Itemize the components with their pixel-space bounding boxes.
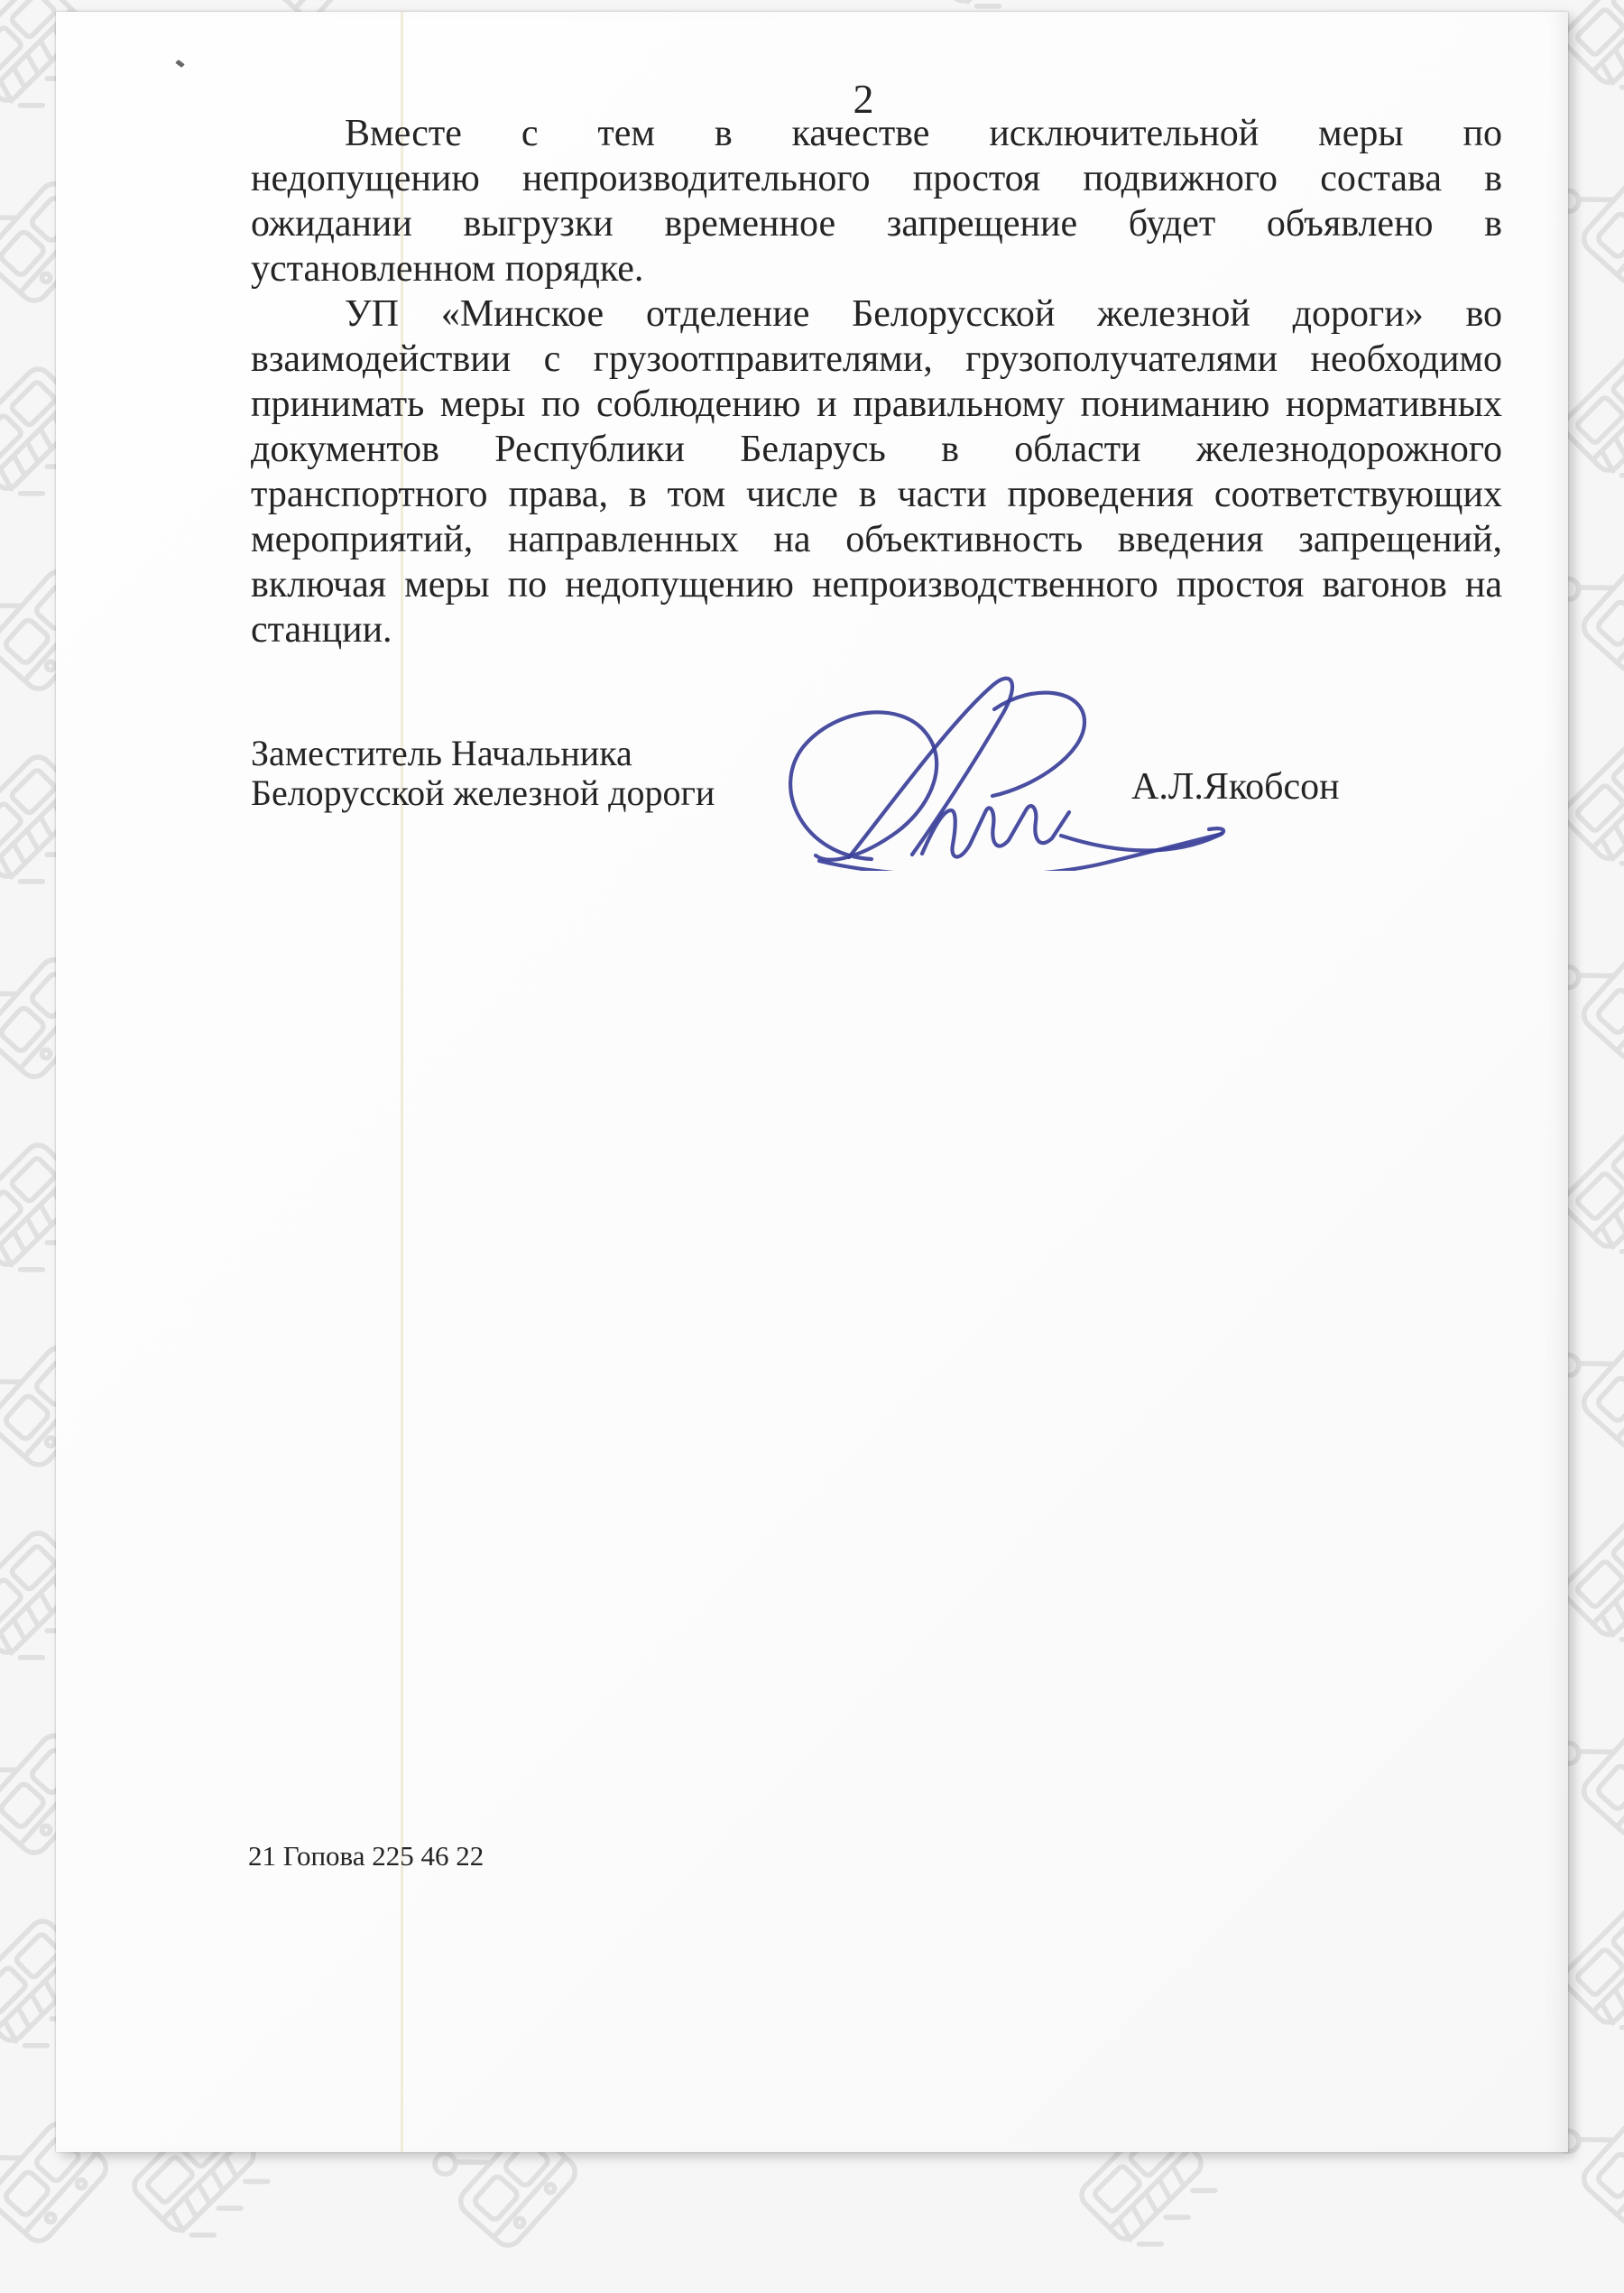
body-line: установленном порядке. — [251, 248, 644, 290]
scan-page — [56, 12, 1568, 2152]
body-line: недопущению непроизводительного простоя подвижного состава в — [251, 158, 1502, 199]
signer-title-line2: Белорусской железной дороги — [251, 772, 715, 813]
body-line: ожидании выгрузки временное запрещение будет объявлено в — [251, 203, 1502, 245]
body-line: транспортного права, в том числе в части проведения соответствующих — [251, 474, 1502, 515]
body-line: мероприятий, направленных на объективность введения запрещений, — [251, 519, 1502, 560]
body-line: взаимодействии с грузоотправителями, грузополучателями необходимо — [251, 338, 1502, 380]
page-number: 2 — [853, 76, 874, 122]
footer-reference: 21 Гопова 225 46 22 — [248, 1840, 484, 1872]
body-line: документов Республики Беларусь в области железнодорожного — [251, 429, 1502, 470]
signer-title-line1: Заместитель Начальника — [251, 733, 632, 773]
body-line: Вместе с тем в качестве исключительной меры по — [345, 113, 1502, 154]
body-line: принимать меры по соблюдению и правильному пониманию нормативных — [251, 384, 1502, 425]
signer-title — [251, 734, 715, 813]
body-line: УП «Минское отделение Белорусской железной дороги» во — [345, 293, 1502, 335]
ink-speck — [175, 60, 184, 68]
body-text — [251, 111, 1502, 652]
signer-name: А.Л.Якобсон — [1131, 766, 1340, 808]
body-line: станции. — [251, 609, 392, 651]
body-line: включая меры по недопущению непроизводственного простоя вагонов на — [251, 564, 1502, 606]
